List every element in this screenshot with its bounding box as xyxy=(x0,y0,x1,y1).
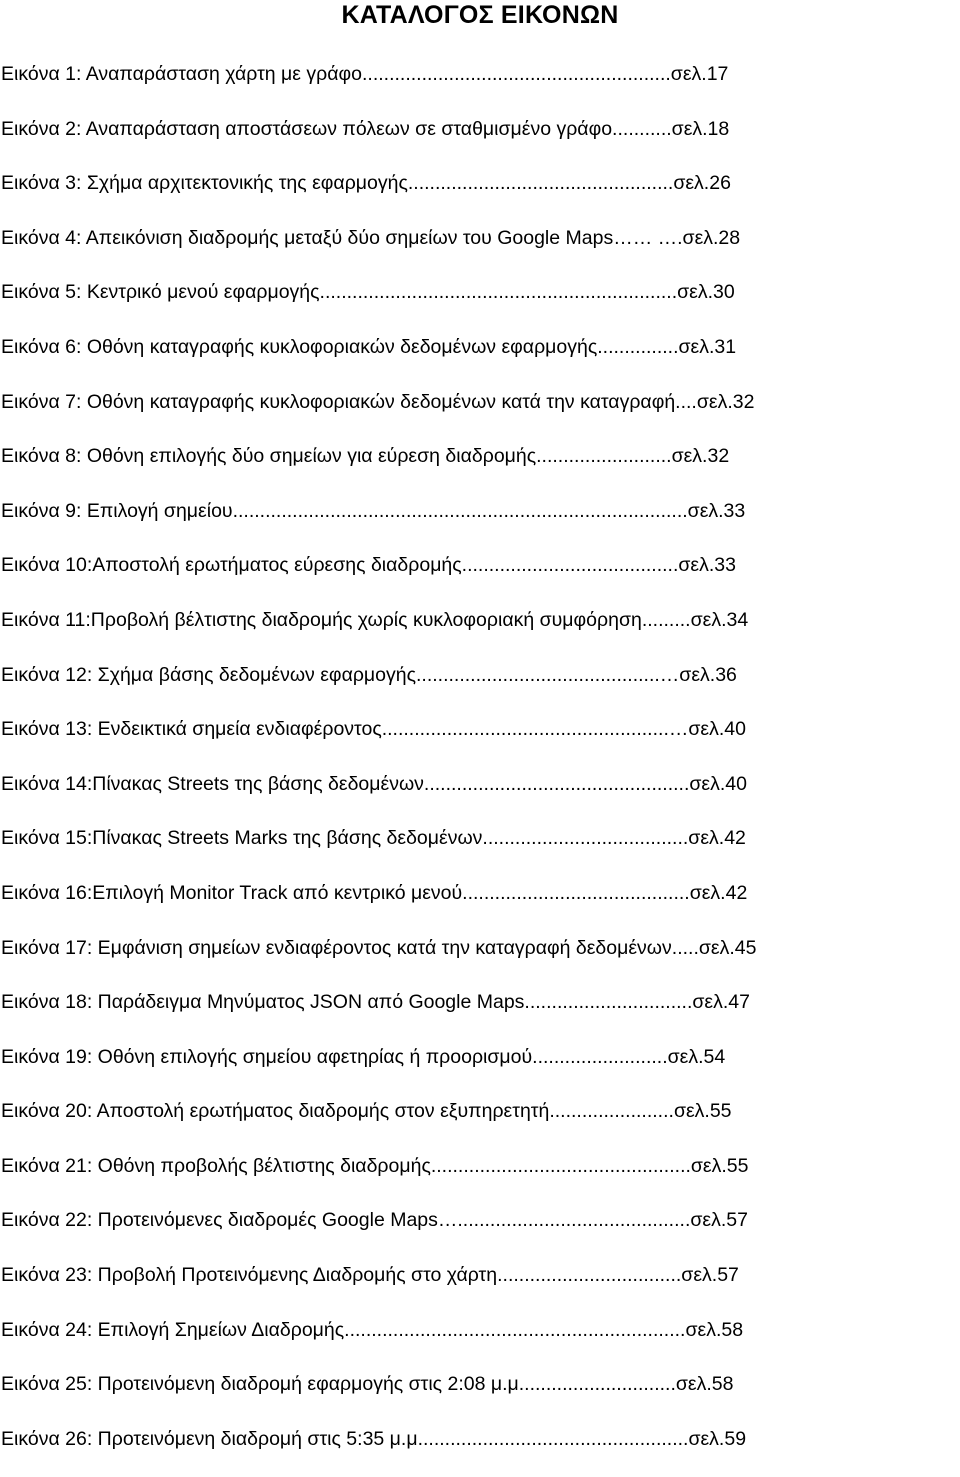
figure-entry-26: Εικόνα 26: Προτεινόμενη διαδρομή στις 5:35 μ.μ..................................................σελ.59 xyxy=(1,1427,747,1450)
figure-entry-18: Εικόνα 18: Παράδειγμα Μηνύματος JSON από Google Maps...............................σελ.47 xyxy=(1,991,750,1014)
figure-entry-20: Εικόνα 20: Αποστολή ερωτήματος διαδρομής στον εξυπηρετητή.......................σελ.55 xyxy=(1,1100,732,1123)
figure-entry-17: Εικόνα 17: Εμφάνιση σημείων ενδιαφέροντος κατά την καταγραφή δεδομένων.....σελ.45 xyxy=(1,936,757,959)
figure-entry-9: Εικόνα 9: Επιλογή σημείου....................................................................................σελ.33 xyxy=(1,499,746,522)
figure-entry-22: Εικόνα 22: Προτεινόμενες διαδρομές Google Maps…...........................................σελ.57 xyxy=(1,1209,748,1232)
figure-entry-8: Εικόνα 8: Οθόνη επιλογής δύο σημείων για εύρεση διαδρομής.........................σελ.32 xyxy=(1,445,730,468)
figure-entry-3: Εικόνα 3: Σχήμα αρχιτεκτονικής της εφαρμογής.................................................σελ.26 xyxy=(1,172,731,195)
figure-entry-5: Εικόνα 5: Κεντρικό μενού εφαρμογής..................................................................σελ.30 xyxy=(1,281,735,304)
figure-entry-25: Εικόνα 25: Προτεινόμενη διαδρομή εφαρμογής στις 2:08 μ.μ.............................σελ.58 xyxy=(1,1373,734,1396)
figure-entry-14: Εικόνα 14:Πίνακας Streets της βάσης δεδομένων.................................................σελ.40 xyxy=(1,772,747,795)
page-title: ΚΑΤΑΛΟΓΟΣ ΕΙΚΟΝΩΝ xyxy=(341,1,619,29)
figure-entry-10: Εικόνα 10:Αποστολή ερωτήματος εύρεσης διαδρομής........................................σελ.33 xyxy=(1,554,736,577)
figure-entry-16: Εικόνα 16:Επιλογή Monitor Track από κεντρικό μενού..........................................σελ.42 xyxy=(1,881,748,904)
figure-entry-6: Εικόνα 6: Οθόνη καταγραφής κυκλοφοριακών δεδομένων εφαρμογής...............σελ.31 xyxy=(1,335,737,358)
figure-entry-19: Εικόνα 19: Οθόνη επιλογής σημείου αφετηρίας ή προορισμού.........................σελ.54 xyxy=(1,1045,726,1068)
figure-entry-1: Εικόνα 1: Αναπαράσταση χάρτη με γράφο.........................................................σελ.17 xyxy=(1,63,729,85)
figure-list xyxy=(0,58,960,1477)
figure-entry-12: Εικόνα 12: Σχήμα βάσης δεδομένων εφαρμογής.............................................…σελ.36 xyxy=(1,663,737,686)
figure-entry-15: Εικόνα 15:Πίνακας Streets Marks της βάσης δεδομένων......................................σελ.42 xyxy=(1,827,746,850)
figure-entry-4: Εικόνα 4: Απεικόνιση διαδρομής μεταξύ δύο σημείων του Google Maps…… ….σελ.28 xyxy=(1,226,741,249)
figure-entry-11: Εικόνα 11:Προβολή βέλτιστης διαδρομής χωρίς κυκλοφοριακή συμφόρηση.........σελ.34 xyxy=(1,608,749,631)
figure-entry-21: Εικόνα 21: Οθόνη προβολής βέλτιστης διαδρομής................................................σελ.55 xyxy=(1,1154,749,1177)
figure-entry-13: Εικόνα 13: Ενδεικτικά σημεία ενδιαφέροντος.....................................................…σελ.40 xyxy=(1,718,746,741)
figure-entry-7: Εικόνα 7: Οθόνη καταγραφής κυκλοφοριακών δεδομένων κατά την καταγραφή....σελ.32 xyxy=(1,390,755,413)
figure-entry-23: Εικόνα 23: Προβολή Προτεινόμενης Διαδρομής στο χάρτη..................................σελ.57 xyxy=(1,1264,739,1287)
figure-entry-2: Εικόνα 2: Αναπαράσταση αποστάσεων πόλεων σε σταθμισμένο γράφο...........σελ.18 xyxy=(1,117,730,140)
figure-entry-24: Εικόνα 24: Επιλογή Σημείων Διαδρομής...............................................................σελ.58 xyxy=(1,1318,744,1341)
